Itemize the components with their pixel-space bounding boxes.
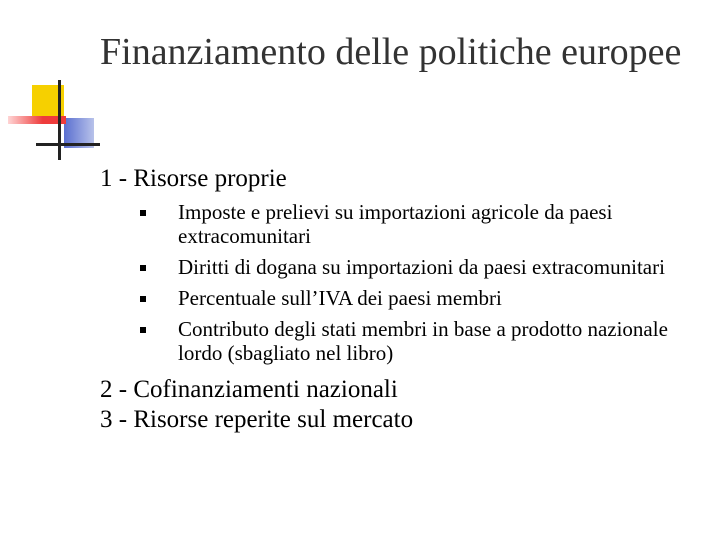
list-item-text: Imposte e prelievi su importazioni agricole da paesi extracomunitari [178,200,613,248]
red-bar [8,116,66,124]
list-item [100,286,700,310]
vertical-line [58,80,61,160]
slide-content [100,164,700,435]
list-item [100,317,700,365]
list-item-text: Percentuale sull’IVA dei paesi membri [178,286,502,310]
section-cofinanziamenti: 2 - Cofinanziamenti nazionali [100,376,398,403]
list-item-text: Diritti di dogana su importazioni da paesi extracomunitari [178,255,665,279]
slide-title: Finanziamento delle politiche europee [100,31,682,73]
list-item [100,255,700,279]
square-bullet-icon [140,210,146,216]
section-risorse-mercato: 3 - Risorse reperite sul mercato [100,406,414,433]
square-bullet-icon [140,296,146,302]
list-item [100,200,700,248]
decorative-logo [0,0,110,170]
square-bullet-icon [140,265,146,271]
section-risorse-proprie: 1 - Risorse proprie [100,165,287,192]
horizontal-line [36,143,100,146]
risorse-proprie-list [100,200,700,365]
list-item-text: Contributo degli stati membri in base a prodotto nazionale lordo (sbagliato nel libro) [178,317,668,365]
square-bullet-icon [140,327,146,333]
